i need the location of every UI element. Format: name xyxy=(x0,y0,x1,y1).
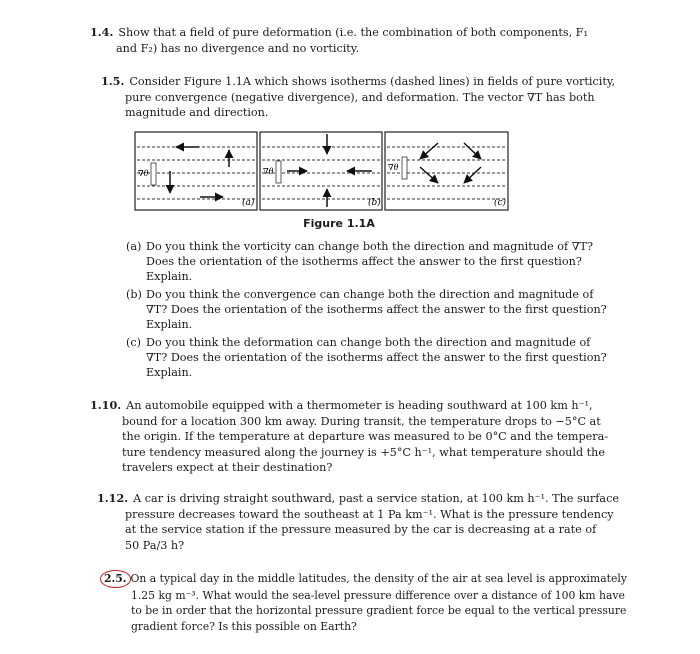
panel-b xyxy=(260,132,382,210)
problem-text-line: at the service station if the pressure measured by the car is decreasing at a rate of xyxy=(125,523,597,537)
problem-text-line: and F₂) has no divergence and no vorticity. xyxy=(116,41,360,55)
subquestion-text-line: Does the orientation of the isotherms affect the answer to the first question? xyxy=(146,255,582,269)
problem-text-line: A car is driving straight southward, past a service station, at 100 km h⁻¹. The surface xyxy=(133,492,619,505)
panel-label: (b) xyxy=(368,198,381,208)
problem-1-5 xyxy=(101,74,615,121)
subquestion-text-line: Do you think the vorticity can change both the direction and magnitude of ∇T? xyxy=(146,240,593,253)
problem-2-5 xyxy=(100,570,627,634)
subquestion-text-line: ∇T? Does the orientation of the isotherms affect the answer to the first question? xyxy=(146,351,607,365)
subquestion-text-line: Explain. xyxy=(146,318,193,332)
problem-text-line: 1.25 kg m⁻³. What would the sea-level pressure difference over a distance of 100 km have xyxy=(131,588,625,602)
problem-text-line: On a typical day in the middle latitudes, the density of the air at sea level is approximately xyxy=(130,572,627,585)
subquestion-c xyxy=(126,335,607,383)
problem-number: 1.10. xyxy=(90,398,122,412)
problem-number: 1.5. xyxy=(101,74,125,88)
subquestion-label: (c) xyxy=(126,336,141,349)
problem-1-4 xyxy=(90,25,588,56)
figure-caption: Figure 1.1A xyxy=(303,217,375,230)
subquestion-text-line: Explain. xyxy=(146,270,193,284)
problem-text-line: An automobile equipped with a thermometer is heading southward at 100 km h⁻¹, xyxy=(126,399,593,412)
problem-text-line: magnitude and direction. xyxy=(125,106,269,120)
figure-1-1a xyxy=(134,131,510,212)
problem-number: 1.4. xyxy=(90,25,114,39)
subquestion-b xyxy=(126,287,607,335)
panel-c xyxy=(385,132,508,210)
subquestion-text-line: ∇T? Does the orientation of the isotherms affect the answer to the first question? xyxy=(146,303,607,317)
problem-text-line: gradient force? Is this possible on Earth? xyxy=(131,619,357,633)
problem-number: 1.12. xyxy=(97,491,129,505)
subquestion-label: (a) xyxy=(126,240,142,253)
gradient-label: ∇θ xyxy=(263,167,274,176)
problem-text-line: Show that a field of pure deformation (i.e. the combination of both components, F₁ xyxy=(118,26,588,39)
problem-number: 2.5. xyxy=(100,570,131,588)
gradient-label: ∇θ xyxy=(138,169,149,178)
figure-1-1a-drawing xyxy=(134,131,510,212)
subquestion-text-line: Do you think the convergence can change both the direction and magnitude of xyxy=(146,288,594,301)
problem-1-10 xyxy=(90,398,608,476)
gradient-label: ∇θ xyxy=(388,163,399,172)
panel-label: (c) xyxy=(494,198,507,208)
subquestion-text-line: Explain. xyxy=(146,366,193,380)
problem-text-line: bound for a location 300 km away. During transit, the temperature drops to −5°C at xyxy=(122,414,601,428)
problem-text-line: Consider Figure 1.1A which shows isotherms (dashed lines) in fields of pure vorticity, xyxy=(129,75,616,88)
panel-label: (a) xyxy=(242,198,255,208)
problem-text-line: ture tendency measured along the journey is +5°C h⁻¹, what temperature should the xyxy=(122,445,605,459)
problem-1-12 xyxy=(97,491,619,553)
subquestion-text-line: Do you think the deformation can change both the direction and magnitude of xyxy=(146,336,591,349)
panel-a xyxy=(135,132,257,210)
problem-text-line: to be in order that the horizontal pressure gradient force be equal to the vertical pressure xyxy=(131,604,627,618)
problem-text-line: pure convergence (negative divergence), and deformation. The vector ∇T has both xyxy=(125,90,595,104)
subquestion-label: (b) xyxy=(126,288,142,301)
problem-text-line: the origin. If the temperature at departure was measured to be 0°C and the tempera- xyxy=(122,430,609,444)
problem-text-line: pressure decreases toward the southeast at 1 Pa km⁻¹. What is the pressure tendency xyxy=(125,507,614,521)
problem-text-line: 50 Pa/3 h? xyxy=(125,538,185,552)
problem-text-line: travelers expect at their destination? xyxy=(122,461,333,475)
subquestion-a xyxy=(126,239,593,287)
